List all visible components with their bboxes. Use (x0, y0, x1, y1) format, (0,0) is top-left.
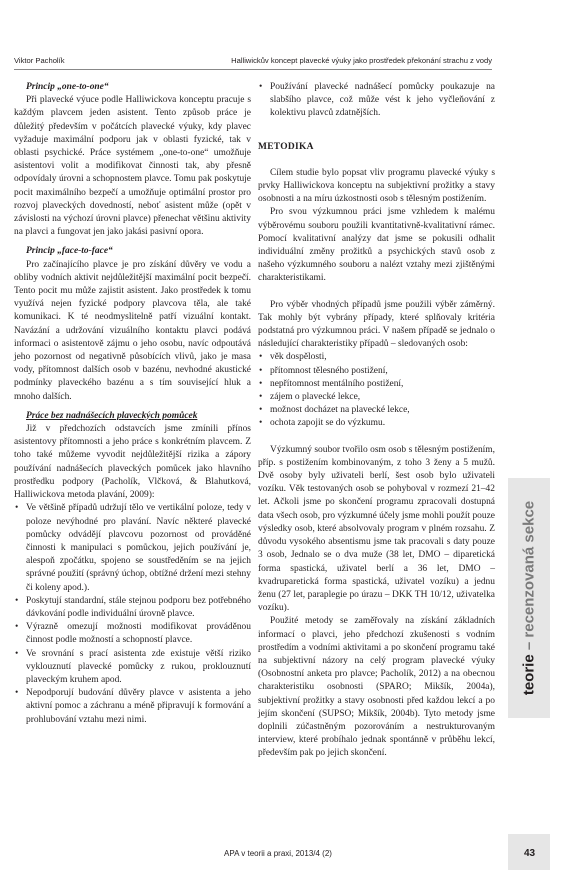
criteria-list (258, 351, 495, 430)
list-item: • Používání plavecké nadnášecí pomůcky poukazuje na slabšího plavce, což může vést k jeho vyčleňování z kolektivu plavců zdatnějších. (258, 81, 495, 121)
header-title: Halliwickův koncept plavecké výuky jako prostředek překonání strachu z vody (231, 56, 492, 65)
list-item: • Poskytují standardní, stále stejnou podporu bez potřebného dávkování podle individuální úrovně plavce. (14, 595, 251, 621)
right-column (258, 81, 495, 761)
paragraph-methods: Použité metody se zaměřovaly na získání základních informací o plavci, jeho předchozí zkušenosti s vodním prostředím a vodními aktivitami a po skončení programu také na subjektivní názory na celý program plavecké výuky (Osobnostní anketa pro plavce; Pacholík, 2012) a na obecnou charakteristiku osobnosti (SPARO; Mikšík, 2004a), subjektivní prožitky a stavy osobnosti před každou lekcí a po jejím skončení (SUPSO; Mikšík, 2004b). Tyto metody jsme doplnili zúčastněným pozorováním a nestrukturovaným interview, které probíhalo jednak spontánně v průběhu lekcí, především pak po jejich skončení. (258, 616, 495, 759)
list-item: • zájem o plavecké lekce, (258, 391, 495, 404)
footer-journal: APA v teorii a praxi, 2013/4 (2) (224, 849, 332, 858)
risks-list-continued (258, 81, 495, 121)
page-number: 43 (524, 848, 536, 859)
header-divider (14, 69, 492, 70)
header-author: Viktor Pacholík (14, 56, 65, 65)
list-item: • Ve většině případů udržují tělo ve vertikální poloze, tedy v poloze nevýhodné pro plavání. Navíc některé plavecké pomůcky odvádějí plavcovu pozornost od prováděné činnosti k manipulaci s pomůckou, jejich používání je, alespoň zpočátku, spojeno se soustředěním se na jejich správné použití (správný úchop, obtížné držení mezi stehny či koleny apod.). (14, 502, 251, 594)
section-heading-metodika: METODIKA (258, 141, 314, 152)
paragraph-face-to-face: Pro začínajícího plavce je pro získání důvěry ve vodu a obliby vodních aktivit nejdůležitější maximální pocit bezpečí. Tento pocit mu může zajistit asistent. Jako prostředek k tomu využívá nejen fyzické podpory plavcova těla, ale také komunikaci. K té neodmyslitelně patří vizuální kontakt. Navázání a udržování vizuálního kontaktu plavci podává informaci o asistentově zájmu o jeho osobu, navíc odpoutává jeho pozornost od negativně působících vlivů, jako je masa vody, přítomnost dalších osob v bazénu, nevhodné akustické podmínky plaveckého bazénu a s tím související hluk a mnoho dalších. (14, 259, 251, 402)
heading-face-to-face: Princip „face-to-face“ (26, 246, 113, 257)
section-side-label (521, 501, 538, 695)
list-item: • Ve srovnání s prací asistenta zde existuje větší riziko vyklouznutí plavecké pomůcky z rukou, proklouznutí plaveckým kruhem apod. (14, 648, 251, 688)
left-column (14, 81, 251, 727)
list-item: • přítomnost tělesného postižení, (258, 365, 495, 378)
paragraph-no-aids: Již v předchozích odstavcích jsme zmínili přínos asistentovy přítomnosti a jeho práce s konkrétním plavcem. Z toho také můžeme vyvodit nejdůležitější rizika a zápory používání nadnášecích plaveckých pomůcek jako hlavního prostředku podpory (Pacholík, Vlčková, & Blahutková, Halliwickova metoda plavání, 2009): (14, 424, 251, 501)
list-item: • věk dospělosti, (258, 351, 495, 364)
list-item: • Nepodporují budování důvěry plavce v asistenta a jeho aktivní pomoc a záchranu a méně připravují k formování a prohlubování vztahu mezi nimi. (14, 687, 251, 727)
list-item: • možnost docházet na plavecké lekce, (258, 404, 495, 417)
paragraph-aim: Cílem studie bylo popsat vliv programu plavecké výuky s prvky Halliwickova konceptu na subjektivní prožitky a stavy osobnosti a na míru úzkostnosti osob s tělesným postižením. (258, 167, 495, 205)
paragraph-one-to-one: Při plavecké výuce podle Halliwickova konceptu pracuje s každým plavcem jeden asistent. Tento způsob práce je důležitý především v počátcích plavecké výuky, kdy plavec vyžaduje maximální podporu jak v oblasti fyzické, tak v oblasti psychické. Práce systémem „one-to-one“ umožňuje asistentovi volit a modifikovat činnosti tak, aby přesně odpovídaly úrovni a schopnostem plavce. Tomu pak poskytuje pocit maximálního bezpečí a umožňuje optimální prostor pro rozvoj plaveckých dovedností, neboť asistent může (opět v závislosti na výchozí úrovni plavce) přenechat většinu aktivity na plavci a fungovat jen jako jakási pasivní opora. (14, 95, 251, 238)
paragraph-selection: Pro výběr vhodných případů jsme použili výběr záměrný. Tak mohly být vybrány případy, které splňovaly kritéria podstatná pro výzkumnou práci. V našem případě se jednalo o následující charakteristiky případů – sledovaných osob: (258, 299, 495, 350)
heading-one-to-one: Princip „one-to-one“ (26, 82, 109, 92)
side-label-main: teorie (520, 654, 538, 696)
paragraph-sample: Výzkumný soubor tvořilo osm osob s tělesným postižením, příp. s postižením kombinovaným, z toho 3 ženy a 5 mužů. Dvě osoby byly uživateli berlí, šest osob bylo uživateli vozíku. Věk testovaných osob se pohyboval v rozmezí 21–42 let. Ačkoli jsme po skončení programu zpracovali dostupná data všech osob, pro výzkumné účely jsme mohli použít pouze výsledky osob, které absolvovaly program v plném rozsahu. Z důvodu vysokého absentismu jsme tak pracovali s daty pouze 3 osob, Jednalo se o dva muže (38 let, DMO – diparetická forma spastická, uživatel berlí a 36 let, DMO – kvadruparetická forma spastická, uživatel vozíku) a jednu ženu (27 let, paraplegie po úrazu – DKK TH 10/12, uživatelka vozíku). (258, 444, 495, 614)
paragraph-framework: Pro svou výzkumnou práci jsme vzhledem k malému výběrovému souboru použili kvantitativně-kvalitativní rámec. Pomocí kvalitativní analýzy dat jsme se pokusili odhalit individuální změny prožitků a psychických stavů osob z našeho výzkumného souboru a nalézt vztahy mezi zjištěnými charakteristikami. (258, 207, 495, 284)
side-label-dash: – (520, 637, 538, 655)
risks-list (14, 502, 251, 726)
heading-no-aids: Práce bez nadnášecích plaveckých pomůcek (26, 410, 198, 421)
list-item: • nepřítomnost mentálního postižení, (258, 378, 495, 391)
list-item: • Výrazně omezují možnosti modifikovat prováděnou činnost podle možností a schopností plavce. (14, 621, 251, 647)
list-item: • ochota zapojit se do výzkumu. (258, 417, 495, 430)
side-label-sub: recenzovaná sekce (520, 500, 538, 638)
